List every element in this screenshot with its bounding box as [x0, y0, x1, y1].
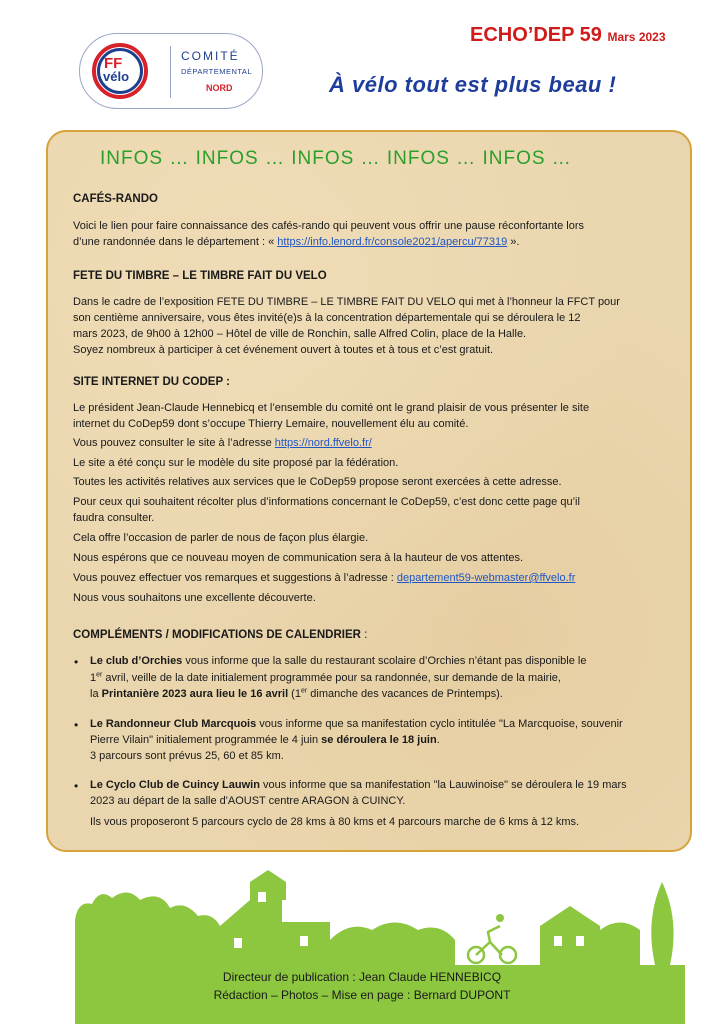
cafes-text: d’une randonnée dans le département : « [73, 236, 278, 248]
site-line-4: Le site a été conçu sur le modèle du site proposé par la fédération. [73, 457, 399, 469]
site-line-8: Cela offre l’occasion de parler de nous de façon plus élargie. [73, 532, 369, 544]
webmaster-text: Vous pouvez effectuer vos remarques et suggestions à l’adresse : [73, 572, 397, 584]
footer-publication-director: Directeur de publication : Jean Claude HENNEBICQ [222, 970, 502, 984]
footer-trees-left [75, 892, 220, 965]
house-window-2 [300, 936, 308, 946]
orchies-text-1: vous informe que la salle du restaurant scolaire d’Orchies n’étant pas disponible le [182, 655, 587, 667]
cafes-rando-link[interactable]: https://info.lenord.fr/console2021/apercu/77319 [277, 236, 508, 248]
marcquois-line-3: 3 parcours sont prévus 25, 60 et 85 km. [90, 750, 284, 762]
orchies-text-3a: la [90, 688, 102, 700]
cafes-line-1: Voici le lien pour faire connaissance des cafés-rando qui peuvent vous offrir une pause réconfortante lors [73, 220, 584, 232]
marcquois-line-1 [90, 717, 623, 733]
marcquois-new-date: se déroulera le 18 juin [321, 734, 437, 746]
site-line-5: Toutes les activités relatives aux services que le CoDep59 propose seront exercées à cette adresse. [73, 476, 562, 488]
logo-comite: COMITÉ [181, 49, 240, 63]
cafes-text-end: ». [507, 236, 520, 248]
newsletter-date: Mars 2023 [607, 30, 666, 44]
marcquois-text-2a: Pierre Vilain" initialement programmée le 4 juin [90, 734, 322, 746]
marcquois-text-1: vous informe que sa manifestation cyclo intitulée "La Marcquoise, souvenir [256, 718, 623, 730]
cyclist-icon [468, 926, 516, 963]
site-line-2: internet du CoDep59 dont s’occupe Thierry Lemaire, nouvellement élu au comité. [73, 418, 469, 430]
bullet-icon: • [74, 718, 79, 732]
bullet-icon: • [74, 655, 79, 669]
calendrier-title: COMPLÉMENTS / MODIFICATIONS DE CALENDRIER [73, 629, 361, 641]
tower-window [258, 892, 266, 902]
footer-cottage [540, 906, 600, 965]
logo-velo: vélo [103, 69, 130, 84]
orchies-day: 1 [90, 672, 97, 684]
cuincy-club: Le Cyclo Club de Cuincy Lauwin [90, 779, 260, 791]
orchies-sup-2: er [300, 687, 308, 695]
bullet-icon: • [74, 779, 79, 793]
cuincy-line-2: 2023 au départ de la salle d'AOUST centre ARAGON à CUINCY. [90, 795, 406, 807]
cottage-window-2 [576, 936, 584, 946]
house-window-1 [234, 938, 242, 948]
timbre-line-3: mars 2023, de 9h00 à 12h00 – Hôtel de ville de Ronchin, salle Alfred Colin, place de la Halle. [73, 328, 527, 340]
orchies-text-3b: (1 [288, 688, 301, 700]
cafes-line-2 [73, 235, 519, 250]
site-line-9: Nous espérons que ce nouveau moyen de communication sera à la hauteur de vos attentes. [73, 552, 524, 564]
section-heading-calendrier [73, 629, 367, 641]
site-line-6: Pour ceux qui souhaitent récolter plus d’informations concernant le CoDep59, c’est donc cette page qu’il [73, 496, 580, 508]
cuincy-line-1 [90, 778, 627, 794]
timbre-line-2: son centième anniversaire, vous êtes invité(e)s à la concentration départementale qui se déroulera le 12 [73, 312, 581, 324]
site-line-7: faudra consulter. [73, 512, 155, 524]
timbre-line-1: Dans le cadre de l’exposition FETE DU TIMBRE – LE TIMBRE FAIT DU VELO qui met à l’honneur la FFCT pour [73, 296, 620, 308]
newsletter-title [470, 24, 666, 47]
orchies-line-3 [90, 687, 503, 703]
footer-trees-middle [330, 923, 455, 966]
ffvelo-logo [79, 33, 263, 109]
footer-poplar [651, 882, 673, 965]
timbre-line-4: Soyez nombreux à participer à cet événement ouvert à toutes et à tous et c’est gratuit. [73, 344, 494, 356]
site-line-10 [73, 571, 575, 586]
logo-divider [170, 46, 171, 98]
cottage-window-1 [554, 936, 562, 946]
section-heading-site: SITE INTERNET DU CODEP : [73, 376, 230, 388]
cyclist-head [496, 914, 504, 922]
newsletter-name: ECHO’DEP 59 [470, 24, 602, 46]
section-heading-timbre: FETE DU TIMBRE – LE TIMBRE FAIT DU VELO [73, 270, 327, 282]
orchies-text-2: avril, veille de la date initialement programmée pour sa randonnée, sur demande de la mairie, [102, 672, 561, 684]
cuincy-text-1: vous informe que sa manifestation "la Lauwinoise" se déroulera le 19 mars [259, 779, 627, 791]
site-address-text: Vous pouvez consulter le site à l’adresse [73, 437, 275, 449]
site-line-1: Le président Jean-Claude Hennebicq et l’ensemble du comité ont le grand plaisir de vous présenter le site [73, 402, 590, 414]
cuincy-line-3: Ils vous proposeront 5 parcours cyclo de 28 kms à 80 kms et 4 parcours marche de 6 kms à 12 kms. [90, 816, 580, 828]
marcquois-club: Le Randonneur Club Marcquois [90, 718, 257, 730]
orchies-text-3c: dimanche des vacances de Printemps). [307, 688, 503, 700]
calendrier-colon: : [360, 629, 368, 641]
orchies-club: Le club d’Orchies [90, 655, 183, 667]
site-line-11: Nous vous souhaitons une excellente découverte. [73, 592, 316, 604]
marcquois-text-2b: . [436, 734, 440, 746]
logo-ff: FF [104, 55, 123, 72]
codep-site-link[interactable]: https://nord.ffvelo.fr/ [274, 437, 372, 449]
footer-bush [600, 923, 640, 966]
footer-tower [250, 870, 286, 900]
orchies-line-1 [90, 654, 586, 670]
tagline: À vélo tout est plus beau ! [329, 72, 617, 97]
section-heading-cafes: CAFÉS-RANDO [73, 193, 158, 205]
infos-banner: INFOS … INFOS … INFOS … INFOS … INFOS … [100, 148, 572, 169]
orchies-line-2 [90, 671, 561, 687]
site-line-3 [73, 436, 372, 451]
footer-redaction-credits: Rédaction – Photos – Mise en page : Bernard DUPONT [213, 988, 511, 1002]
orchies-sup-1: er [96, 671, 103, 679]
webmaster-email-link[interactable]: departement59-webmaster@ffvelo.fr [396, 572, 576, 584]
marcquois-line-2 [90, 733, 440, 749]
logo-nord: NORD [206, 83, 233, 93]
orchies-printaniere: Printanière 2023 aura lieu le 16 avril [101, 688, 289, 700]
logo-departemental: DÉPARTEMENTAL [181, 67, 253, 76]
